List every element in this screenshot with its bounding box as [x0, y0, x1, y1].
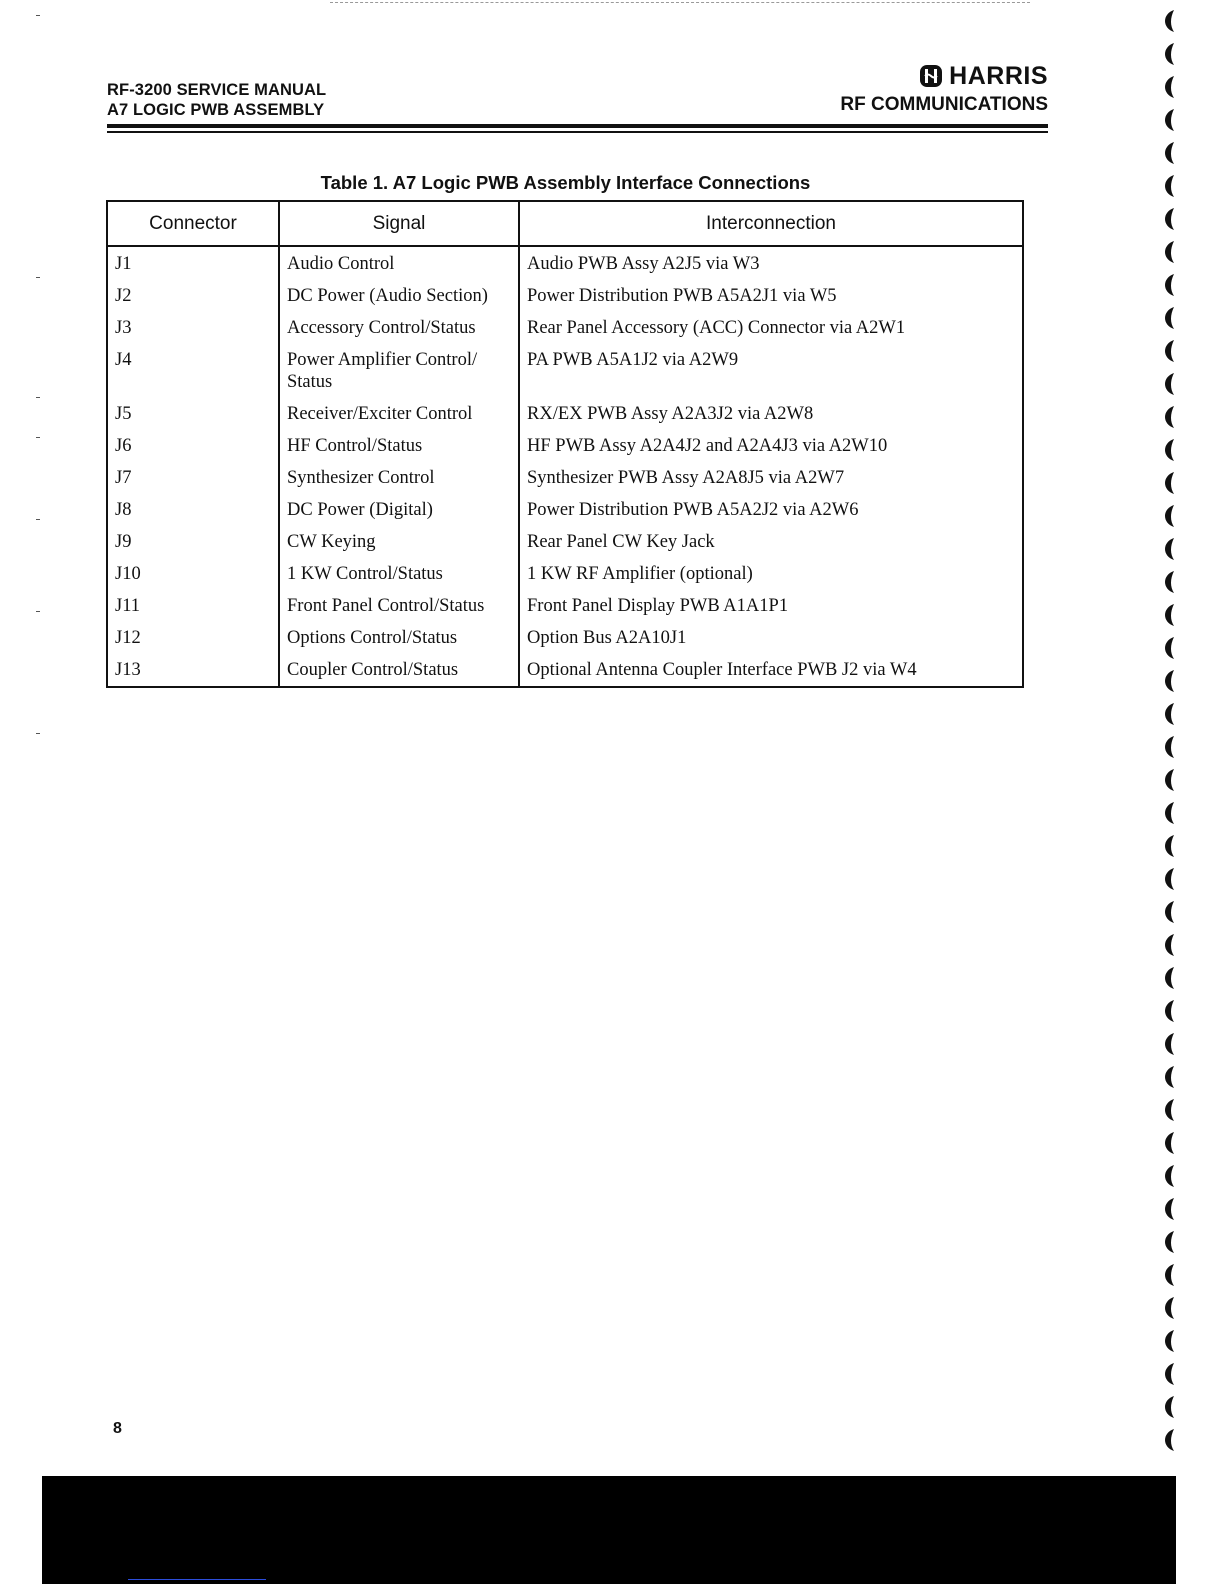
- signal-cell: Power Amplifier Control/ Status: [279, 344, 519, 398]
- binding-coil: [1165, 769, 1174, 791]
- binding-coil: [1165, 241, 1174, 263]
- interconnection-cell: 1 KW RF Amplifier (optional): [519, 558, 1023, 590]
- table-row: [107, 558, 1023, 590]
- binding-coil: [1165, 670, 1174, 692]
- binding-coil: [1165, 868, 1174, 890]
- binding-coil: [1165, 340, 1174, 362]
- connector-cell: J4: [107, 344, 279, 398]
- margin-mark: [36, 733, 40, 734]
- document-header: [107, 80, 326, 120]
- header-rule-thin: [107, 131, 1048, 133]
- connector-cell: J11: [107, 590, 279, 622]
- interconnection-cell: Rear Panel CW Key Jack: [519, 526, 1023, 558]
- binding-coil: [1165, 934, 1174, 956]
- signal-cell: DC Power (Digital): [279, 494, 519, 526]
- binding-coil: [1165, 1264, 1174, 1286]
- binding-coil: [1165, 1198, 1174, 1220]
- signal-cell: Front Panel Control/Status: [279, 590, 519, 622]
- interconnection-cell: Power Distribution PWB A5A2J2 via A2W6: [519, 494, 1023, 526]
- header-rule-thick: [107, 124, 1048, 128]
- table-caption: Table 1. A7 Logic PWB Assembly Interface Connections: [320, 172, 811, 193]
- signal-cell: CW Keying: [279, 526, 519, 558]
- interconnection-cell: Audio PWB Assy A2J5 via W3: [519, 246, 1023, 280]
- table-row: [107, 246, 1023, 280]
- binding-coil: [1165, 274, 1174, 296]
- margin-mark: [36, 277, 40, 278]
- binding-coil: [1165, 1297, 1174, 1319]
- spiral-binding: [1158, 0, 1180, 1470]
- interconnection-cell: Front Panel Display PWB A1A1P1: [519, 590, 1023, 622]
- binding-coil: [1165, 505, 1174, 527]
- connector-cell: J10: [107, 558, 279, 590]
- binding-coil: [1165, 1330, 1174, 1352]
- signal-cell: Accessory Control/Status: [279, 312, 519, 344]
- connector-cell: J12: [107, 622, 279, 654]
- scan-blue-line: [128, 1579, 266, 1580]
- binding-coil: [1165, 109, 1174, 131]
- interconnection-cell: Power Distribution PWB A5A2J1 via W5: [519, 280, 1023, 312]
- binding-coil: [1165, 1165, 1174, 1187]
- brand-division: RF COMMUNICATIONS: [840, 94, 1048, 115]
- signal-cell: Options Control/Status: [279, 622, 519, 654]
- table-row: [107, 590, 1023, 622]
- binding-coil: [1165, 10, 1174, 32]
- connector-cell: J13: [107, 654, 279, 687]
- harris-logo-icon: [919, 64, 943, 88]
- binding-coil: [1165, 142, 1174, 164]
- table-row: [107, 312, 1023, 344]
- binding-coil: [1165, 175, 1174, 197]
- binding-coil: [1165, 1000, 1174, 1022]
- binding-coil: [1165, 1231, 1174, 1253]
- scan-bottom-band: [42, 1476, 1176, 1584]
- binding-coil: [1165, 1066, 1174, 1088]
- binding-coil: [1165, 637, 1174, 659]
- margin-mark: [36, 519, 40, 520]
- binding-coil: [1165, 1429, 1174, 1451]
- interconnection-cell: Optional Antenna Coupler Interface PWB J2 via W4: [519, 654, 1023, 687]
- table-row: [107, 526, 1023, 558]
- binding-coil: [1165, 736, 1174, 758]
- margin-mark: [36, 15, 40, 16]
- table-row: [107, 430, 1023, 462]
- column-header-signal: Signal: [279, 201, 519, 246]
- binding-coil: [1165, 802, 1174, 824]
- column-header-connector: Connector: [107, 201, 279, 246]
- manual-title: RF-3200 SERVICE MANUAL: [107, 81, 327, 99]
- binding-coil: [1165, 1396, 1174, 1418]
- margin-mark: [36, 611, 40, 612]
- scan-top-rule: [330, 2, 1030, 3]
- binding-coil: [1165, 967, 1174, 989]
- binding-coil: [1165, 307, 1174, 329]
- brand-name: HARRIS: [949, 62, 1048, 90]
- column-header-interconnection: Interconnection: [519, 201, 1023, 246]
- binding-coil: [1165, 1132, 1174, 1154]
- table-row: [107, 344, 1023, 398]
- interface-connections-table: [106, 200, 1024, 688]
- binding-coil: [1165, 1033, 1174, 1055]
- binding-coil: [1165, 373, 1174, 395]
- binding-coil: [1165, 538, 1174, 560]
- margin-mark: [36, 397, 40, 398]
- interconnection-cell: RX/EX PWB Assy A2A3J2 via A2W8: [519, 398, 1023, 430]
- signal-cell: Receiver/Exciter Control: [279, 398, 519, 430]
- binding-coil: [1165, 604, 1174, 626]
- binding-coil: [1165, 472, 1174, 494]
- binding-coil: [1165, 1099, 1174, 1121]
- table-row: [107, 494, 1023, 526]
- signal-cell: Coupler Control/Status: [279, 654, 519, 687]
- connector-cell: J5: [107, 398, 279, 430]
- connector-cell: J2: [107, 280, 279, 312]
- signal-cell: HF Control/Status: [279, 430, 519, 462]
- connector-cell: J3: [107, 312, 279, 344]
- interconnection-cell: HF PWB Assy A2A4J2 and A2A4J3 via A2W10: [519, 430, 1023, 462]
- binding-coil: [1165, 835, 1174, 857]
- section-title: A7 LOGIC PWB ASSEMBLY: [107, 101, 325, 119]
- table-row: [107, 654, 1023, 687]
- signal-cell: Audio Control: [279, 246, 519, 280]
- margin-mark: [36, 437, 40, 438]
- connector-cell: J1: [107, 246, 279, 280]
- signal-cell: Synthesizer Control: [279, 462, 519, 494]
- interconnection-cell: Rear Panel Accessory (ACC) Connector via A2W1: [519, 312, 1023, 344]
- binding-coil: [1165, 901, 1174, 923]
- binding-coil: [1165, 1363, 1174, 1385]
- signal-cell: DC Power (Audio Section): [279, 280, 519, 312]
- connector-cell: J8: [107, 494, 279, 526]
- binding-coil: [1165, 703, 1174, 725]
- binding-coil: [1165, 439, 1174, 461]
- connector-cell: J7: [107, 462, 279, 494]
- interconnection-cell: Synthesizer PWB Assy A2A8J5 via A2W7: [519, 462, 1023, 494]
- signal-cell: 1 KW Control/Status: [279, 558, 519, 590]
- binding-coil: [1165, 76, 1174, 98]
- table-row: [107, 398, 1023, 430]
- table-row: [107, 622, 1023, 654]
- table-row: [107, 462, 1023, 494]
- binding-coil: [1165, 571, 1174, 593]
- table-row: [107, 280, 1023, 312]
- table-header-row: [107, 201, 1023, 246]
- connector-cell: J9: [107, 526, 279, 558]
- binding-coil: [1165, 208, 1174, 230]
- binding-coil: [1165, 406, 1174, 428]
- binding-coil: [1165, 43, 1174, 65]
- interconnection-cell: PA PWB A5A1J2 via A2W9: [519, 344, 1023, 398]
- brand-block: [840, 62, 1048, 116]
- connector-cell: J6: [107, 430, 279, 462]
- interconnection-cell: Option Bus A2A10J1: [519, 622, 1023, 654]
- page-number: 8: [113, 1420, 122, 1437]
